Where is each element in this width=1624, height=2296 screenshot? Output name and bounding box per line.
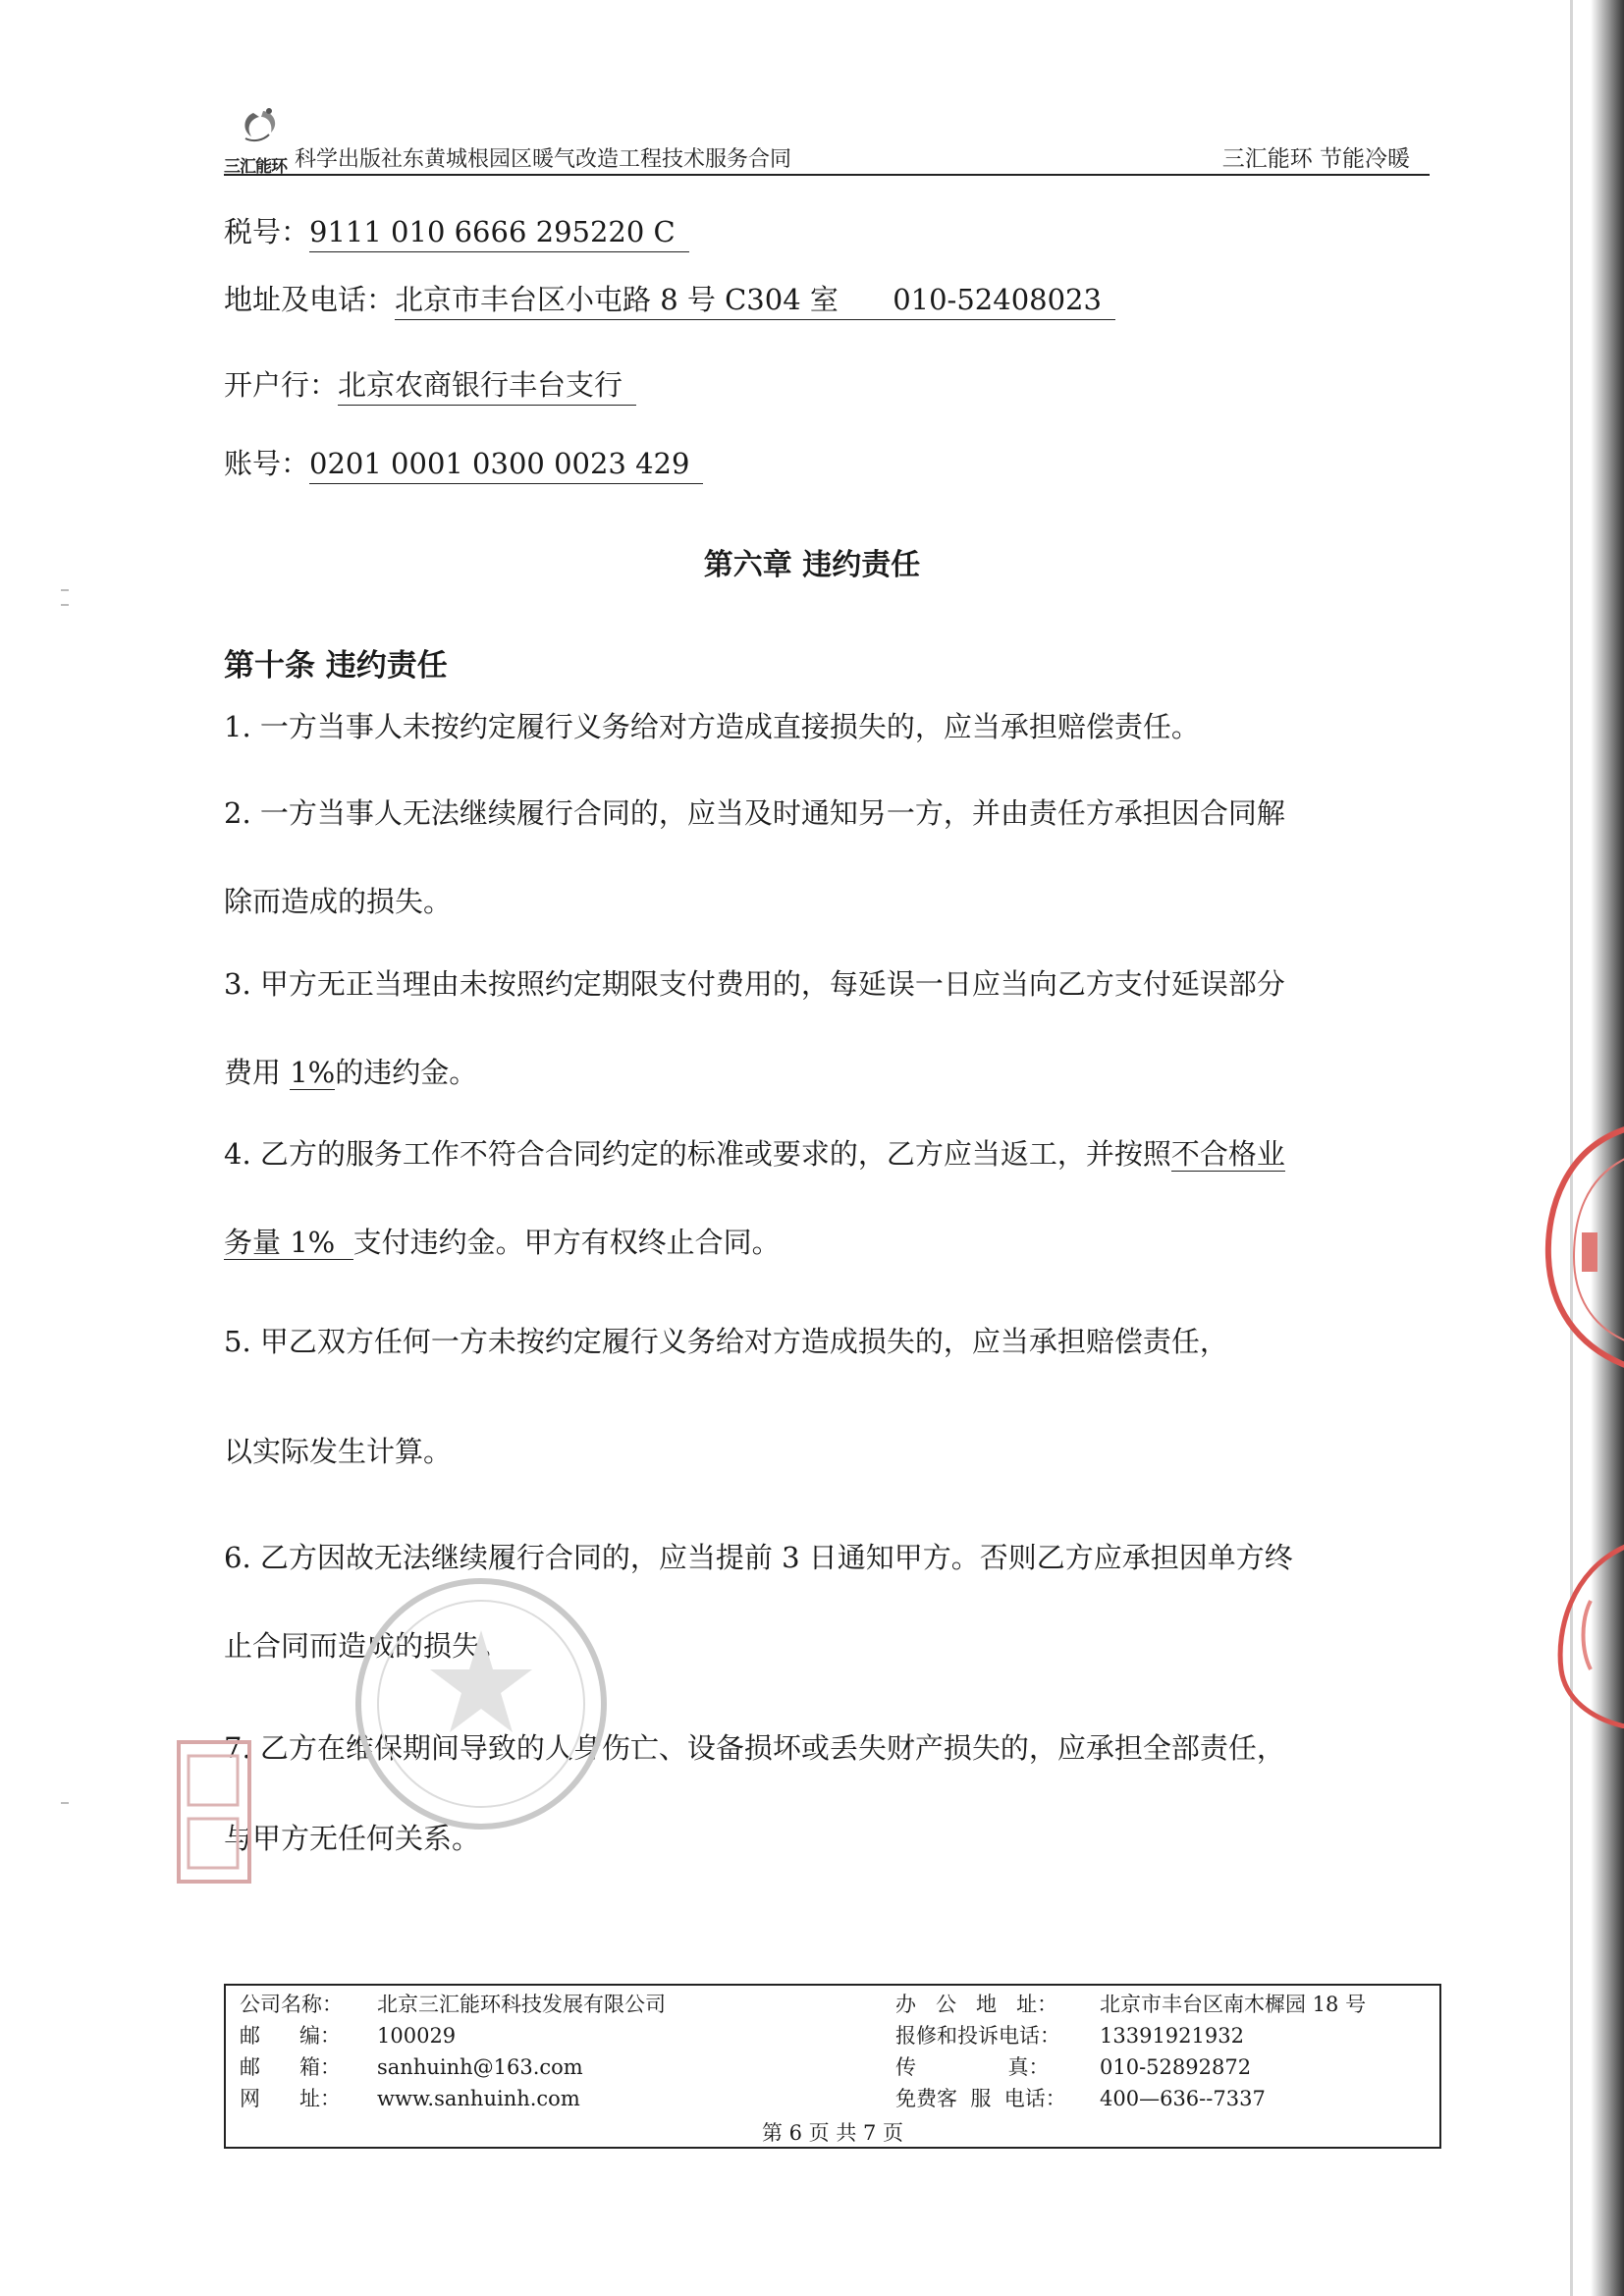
office-label: 办 公 地 址： <box>895 1993 1058 2016</box>
office-address: 北京市丰台区南木樨园 18 号 <box>1100 1993 1367 2016</box>
clause-7-line-1: 7. 乙方在维保期间导致的人身伤亡、设备损坏或丢失财产损失的，应承担全部责任， <box>224 1731 1285 1765</box>
company-name: 北京三汇能环科技发展有限公司 <box>377 1993 666 2016</box>
tax-label: 税号： <box>224 215 310 248</box>
clause-7-line-2: 与甲方无任何关系。 <box>224 1822 481 1855</box>
footer-fax-row <box>895 2051 1366 2083</box>
faint-square-stamp <box>175 1738 253 1886</box>
bank-label: 开户行： <box>224 368 339 402</box>
hotline-number: 400—636--7337 <box>1100 2087 1266 2110</box>
footer-repair-row <box>895 2020 1366 2051</box>
clause-3-text: 费用 <box>224 1056 291 1089</box>
clause-6-line-1: 6. 乙方因故无法继续履行合同的，应当提前 3 日通知甲方。否则乙方应承担因单方终 <box>224 1541 1293 1574</box>
margin-speck <box>61 589 69 591</box>
clause-2-line-1: 2. 一方当事人无法继续履行合同的，应当及时通知另一方，并由责任方承担因合同解 <box>224 796 1285 830</box>
website-label: 网 址： <box>240 2087 342 2110</box>
address-label: 地址及电话： <box>224 283 396 316</box>
footer-website-row <box>240 2083 666 2114</box>
header-slogan: 三汇能环 节能冷暖 <box>1221 146 1410 172</box>
clause-4-line-1 <box>224 1134 1437 1174</box>
clause-2-line-2: 除而造成的损失。 <box>224 885 453 918</box>
hotline-label: 免费客 服 电话： <box>895 2087 1066 2110</box>
account-row <box>224 444 703 484</box>
footer-company-row <box>240 1989 666 2020</box>
faint-seal-stamp <box>324 1561 638 1846</box>
website-value: www.sanhuinh.com <box>377 2087 580 2110</box>
clause-4-text-end: 支付违约金。甲方有权终止合同。 <box>352 1226 781 1259</box>
footer-office-row <box>895 1989 1366 2020</box>
clause-4-line-2 <box>224 1223 1437 1262</box>
clause-4-text: 4. 乙方的服务工作不符合合同约定的标准或要求的，乙方应当返工，并按照 <box>224 1137 1171 1171</box>
company-footer <box>224 1984 1441 2149</box>
address-row <box>224 280 1115 320</box>
red-seal-stamp-partial <box>1537 1120 1624 1375</box>
email-label: 邮 箱： <box>240 2055 342 2079</box>
clause-5-line-2: 以实际发生计算。 <box>224 1435 453 1468</box>
chapter-title: 第六章 违约责任 <box>703 548 921 582</box>
clause-4-underlined: 不合格业 <box>1170 1137 1285 1171</box>
clause-5-line-1: 5. 甲乙双方任何一方未按约定履行义务给对方造成损失的，应当承担赔偿责任， <box>224 1325 1228 1358</box>
address-value: 北京市丰台区小屯路 8 号 C304 室 010-52408023 <box>395 280 1115 320</box>
tax-number-row <box>224 212 689 252</box>
margin-speck <box>61 1802 69 1804</box>
clause-3-text-end: 的违约金。 <box>335 1056 478 1089</box>
tax-value: 9111 010 6666 295220 C <box>309 212 689 252</box>
account-label: 账号： <box>224 447 310 480</box>
footer-email-row <box>240 2051 666 2083</box>
email-value: sanhuinh@163.com <box>377 2055 583 2079</box>
footer-postcode-row <box>240 2020 666 2051</box>
footer-right-column <box>895 1989 1366 2114</box>
footer-hotline-row <box>895 2083 1366 2114</box>
repair-phone: 13391921932 <box>1100 2024 1244 2048</box>
header-title: 科学出版社东黄城根园区暖气改造工程技术服务合同 <box>295 147 792 172</box>
clause-4-underlined-2: 务量 1% <box>224 1226 353 1259</box>
clause-3-line-1: 3. 甲方无正当理由未按照约定期限支付费用的，每延误一日应当向乙方支付延误部分 <box>224 967 1285 1001</box>
footer-left-column <box>240 1989 666 2114</box>
margin-speck <box>61 604 69 606</box>
red-seal-stamp-partial-2 <box>1532 1542 1624 1728</box>
clause-3-line-2 <box>224 1053 1437 1092</box>
penalty-rate: 1% <box>290 1056 336 1089</box>
repair-label: 报修和投诉电话： <box>895 2024 1060 2048</box>
clause-1: 1. 一方当事人未按约定履行义务给对方造成直接损失的，应当承担赔偿责任。 <box>224 710 1200 743</box>
fax-label: 传 真： <box>895 2055 1050 2079</box>
company-label: 公司名称： <box>240 1993 343 2016</box>
postcode-label: 邮 编： <box>240 2024 342 2048</box>
bank-row <box>224 365 636 406</box>
clause-6-line-2: 止合同而造成的损失。 <box>224 1629 510 1663</box>
page-number: 第 6 页 共 7 页 <box>761 2121 904 2145</box>
postcode-value: 100029 <box>377 2024 457 2048</box>
page-header <box>224 103 1430 176</box>
account-value: 0201 0001 0300 0023 429 <box>309 444 703 484</box>
logo-text: 三汇能环 <box>224 157 287 177</box>
article-title: 第十条 违约责任 <box>224 648 448 683</box>
fax-number: 010-52892872 <box>1100 2055 1252 2079</box>
bank-value: 北京农商银行丰台支行 <box>338 365 636 406</box>
